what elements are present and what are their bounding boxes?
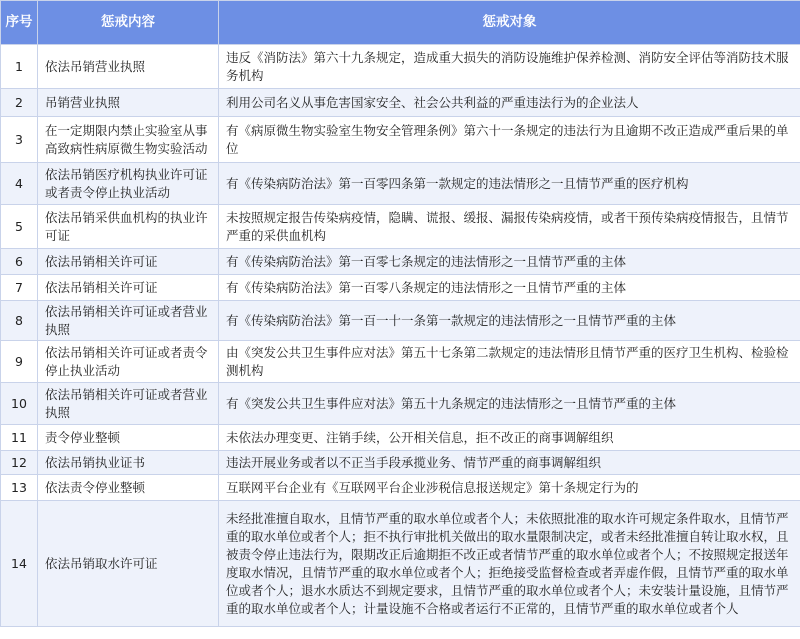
row-target: 未依法办理变更、注销手续，公开相关信息，拒不改正的商事调解组织 (219, 425, 800, 451)
table-row (1, 275, 800, 301)
table-row (1, 383, 800, 425)
row-target: 未按照规定报告传染病疫情，隐瞒、谎报、缓报、漏报传染病疫情，或者干预传染病疫情报告，且情节严重的采供血机构 (219, 205, 800, 249)
row-target: 有《传染病防治法》第一百零七条规定的违法情形之一且情节严重的主体 (219, 249, 800, 275)
row-content: 依法责令停业整顿 (38, 475, 219, 501)
row-content: 依法吊销营业执照 (38, 45, 219, 89)
row-content: 依法吊销相关许可证 (38, 275, 219, 301)
row-target: 有《病原微生物实验室生物安全管理条例》第六十一条规定的违法行为且逾期不改正造成严重后果的单位 (219, 117, 800, 163)
row-no: 5 (1, 205, 38, 249)
row-target: 违反《消防法》第六十九条规定，造成重大损失的消防设施维护保养检测、消防安全评估等消防技术服务机构 (219, 45, 800, 89)
table-row (1, 163, 800, 205)
row-no: 2 (1, 89, 38, 117)
row-no: 4 (1, 163, 38, 205)
row-target: 有《传染病防治法》第一百一十一条第一款规定的违法情形之一且情节严重的主体 (219, 301, 800, 341)
row-no: 13 (1, 475, 38, 501)
row-no: 7 (1, 275, 38, 301)
row-no: 14 (1, 501, 38, 627)
table-row (1, 341, 800, 383)
row-content: 在一定期限内禁止实验室从事高致病性病原微生物实验活动 (38, 117, 219, 163)
table-row (1, 117, 800, 163)
table-row (1, 45, 800, 89)
row-target: 未经批准擅自取水，且情节严重的取水单位或者个人；未依照批准的取水许可规定条件取水，且情节严重的取水单位或者个人；拒不执行审批机关做出的取水量限制决定，或者未经批准擅自转让取水权，且被责令停止违法行为，限期改正后逾期拒不改正或者情节严重的取水单位或者个人；不按照规定报送年度取水情况，且情节严重的取水单位或者个人；拒绝接受监督检查或者弄虚作假，且情节严重的取水单位或者个人；退水水质达不到规定要求，且情节严重的取水单位或者个人；未安装计量设施，且情节严重的取水单位或者个人；计量设施不合格或者运行不正常的，且情节严重的取水单位或者个人 (219, 501, 800, 627)
header-target: 惩戒对象 (219, 1, 800, 45)
table-row (1, 205, 800, 249)
row-target: 有《传染病防治法》第一百零八条规定的违法情形之一且情节严重的主体 (219, 275, 800, 301)
row-content: 依法吊销相关许可证或者责令停止执业活动 (38, 341, 219, 383)
row-content: 吊销营业执照 (38, 89, 219, 117)
header-content: 惩戒内容 (38, 1, 219, 45)
row-no: 3 (1, 117, 38, 163)
table-row (1, 89, 800, 117)
row-content: 依法吊销执业证书 (38, 451, 219, 475)
row-content: 依法吊销采供血机构的执业许可证 (38, 205, 219, 249)
row-no: 8 (1, 301, 38, 341)
row-no: 10 (1, 383, 38, 425)
row-target: 违法开展业务或者以不正当手段承揽业务、情节严重的商事调解组织 (219, 451, 800, 475)
table-row (1, 451, 800, 475)
row-no: 9 (1, 341, 38, 383)
row-no: 12 (1, 451, 38, 475)
table-row (1, 475, 800, 501)
row-no: 1 (1, 45, 38, 89)
table-row (1, 301, 800, 341)
row-no: 6 (1, 249, 38, 275)
row-content: 责令停业整顿 (38, 425, 219, 451)
header-no: 序号 (1, 1, 38, 45)
row-content: 依法吊销医疗机构执业许可证或者责令停止执业活动 (38, 163, 219, 205)
row-target: 有《突发公共卫生事件应对法》第五十九条规定的违法情形之一且情节严重的主体 (219, 383, 800, 425)
row-target: 互联网平台企业有《互联网平台企业涉税信息报送规定》第十条规定行为的 (219, 475, 800, 501)
row-no: 11 (1, 425, 38, 451)
row-target: 利用公司名义从事危害国家安全、社会公共利益的严重违法行为的企业法人 (219, 89, 800, 117)
row-content: 依法吊销相关许可证 (38, 249, 219, 275)
table-row (1, 425, 800, 451)
row-content: 依法吊销取水许可证 (38, 501, 219, 627)
row-content: 依法吊销相关许可证或者营业执照 (38, 301, 219, 341)
table-row (1, 501, 800, 627)
table-header-row (1, 1, 800, 45)
row-content: 依法吊销相关许可证或者营业执照 (38, 383, 219, 425)
table-row (1, 249, 800, 275)
row-target: 由《突发公共卫生事件应对法》第五十七条第二款规定的违法情形且情节严重的医疗卫生机构、检验检测机构 (219, 341, 800, 383)
row-target: 有《传染病防治法》第一百零四条第一款规定的违法情形之一且情节严重的医疗机构 (219, 163, 800, 205)
